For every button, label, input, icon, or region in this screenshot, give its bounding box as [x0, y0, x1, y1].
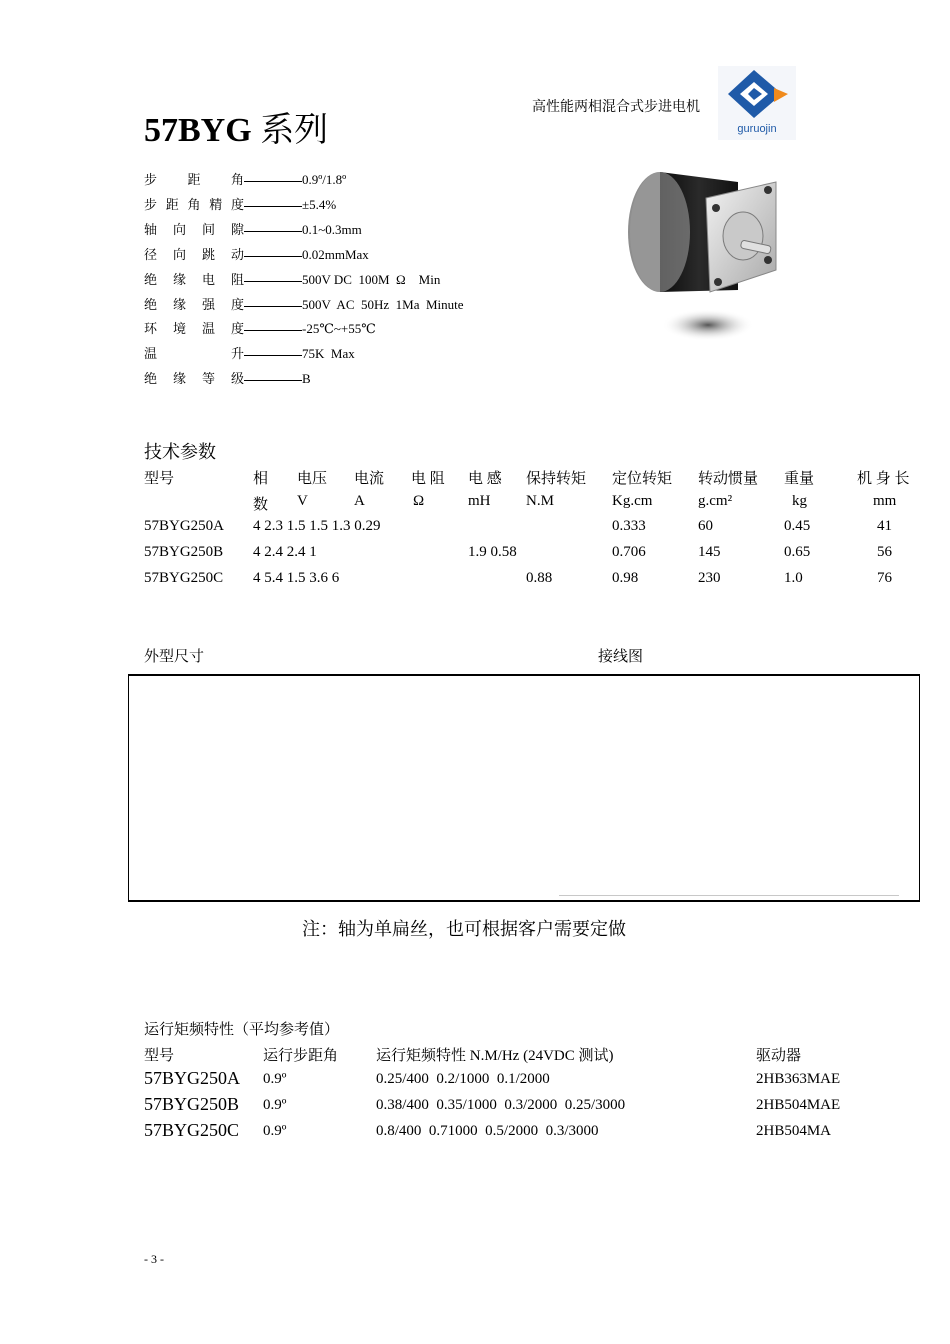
- row-b-weight: 0.65: [784, 544, 811, 560]
- th-phase: 相: [253, 471, 269, 487]
- th-length: 机 身 长: [857, 471, 910, 487]
- th-resistance-unit: Ω: [413, 493, 425, 509]
- row-c-weight: 1.0: [784, 570, 803, 586]
- tech-heading: 技术参数: [144, 442, 216, 462]
- th-model: 型号: [144, 471, 175, 487]
- title-series: 系列: [260, 112, 329, 149]
- th-inductance-unit: mH: [468, 493, 491, 509]
- tq-row-b-driver: 2HB504MAE: [756, 1097, 841, 1113]
- tq-row-c-curve: 0.8/400 0.71000 0.5/2000 0.3/3000: [376, 1123, 599, 1139]
- spec-temp-rise: 温升 75K Max: [144, 346, 355, 361]
- row-a-values: 4 2.3 1.5 1.5 1.3 0.29: [253, 518, 381, 534]
- page-number: - 3 -: [144, 1252, 164, 1266]
- torque-heading: 运行矩频特性（平均参考值）: [144, 1022, 340, 1038]
- dimensions-label: 外型尺寸: [144, 649, 205, 665]
- spec-insulation-class: 绝缘等级 B: [144, 371, 311, 386]
- logo-text: guruojin: [737, 123, 777, 135]
- spec-ambient-temp: 环境温度 -25℃~+55℃: [144, 321, 376, 336]
- th-inductance: 电 感: [468, 471, 502, 487]
- tq-row-b-model: 57BYG250B: [144, 1094, 240, 1114]
- th-voltage: 电压: [297, 471, 328, 487]
- tq-th-curve: 运行矩频特性 N.M/Hz (24VDC 测试): [376, 1048, 614, 1064]
- tq-row-c-driver: 2HB504MA: [756, 1123, 832, 1139]
- title-model: 57BYG: [144, 112, 252, 149]
- row-a-detent: 0.333: [612, 518, 646, 534]
- subtitle: 高性能两相混合式步进电机: [532, 100, 700, 115]
- row-b-values: 4 2.4 2.4 1: [253, 544, 317, 560]
- tq-th-driver: 驱动器: [756, 1048, 802, 1064]
- tq-row-a-model: 57BYG250A: [144, 1068, 241, 1088]
- tq-row-b-step: 0.9º: [263, 1097, 287, 1113]
- th-holding-torque: 保持转矩: [526, 471, 587, 487]
- row-a-weight: 0.45: [784, 518, 811, 534]
- row-c-holding: 0.88: [526, 570, 553, 586]
- row-a-length: 41: [877, 518, 892, 534]
- th-detent-torque: 定位转矩: [612, 471, 673, 487]
- spec-step-accuracy: 步距角精度 ±5.4%: [144, 197, 337, 212]
- tq-row-c-step: 0.9º: [263, 1123, 287, 1139]
- th-current: 电流: [354, 471, 385, 487]
- row-b-values-2: 1.9 0.58: [468, 544, 517, 560]
- tq-row-a-driver: 2HB363MAE: [756, 1071, 841, 1087]
- motor-photo: [618, 160, 798, 350]
- wiring-label: 接线图: [598, 649, 644, 665]
- row-c-values: 4 5.4 1.5 3.6 6: [253, 570, 340, 586]
- tq-row-a-curve: 0.25/400 0.2/1000 0.1/2000: [376, 1071, 550, 1087]
- row-b-model: 57BYG250B: [144, 544, 224, 560]
- th-holding-torque-unit: N.M: [526, 493, 554, 509]
- tq-row-c-model: 57BYG250C: [144, 1120, 240, 1140]
- row-c-inertia: 230: [698, 570, 721, 586]
- row-a-inertia: 60: [698, 518, 713, 534]
- th-length-unit: mm: [873, 493, 897, 509]
- row-c-length: 76: [877, 570, 892, 586]
- drawing-frame: [128, 674, 920, 902]
- tq-row-b-curve: 0.38/400 0.35/1000 0.3/2000 0.25/3000: [376, 1097, 626, 1113]
- logo-icon: [718, 66, 796, 140]
- tq-th-step: 运行步距角: [263, 1048, 339, 1064]
- th-weight-unit: kg: [792, 493, 807, 509]
- th-weight: 重量: [784, 471, 815, 487]
- frame-divider: [559, 895, 899, 896]
- row-b-inertia: 145: [698, 544, 721, 560]
- th-inertia: 转动惯量: [698, 471, 759, 487]
- th-detent-torque-unit: Kg.cm: [612, 493, 653, 509]
- spec-insulation-strength: 绝缘强度 500V AC 50Hz 1Ma Minute: [144, 297, 464, 312]
- shaft-note: 注：轴为单扁丝，也可根据客户需要定做: [302, 919, 626, 939]
- tq-th-model: 型号: [144, 1048, 175, 1064]
- spec-axial-play: 轴向间隙 0.1~0.3mm: [144, 222, 362, 237]
- th-phase-unit: 数: [253, 497, 269, 513]
- spec-step-angle: 步距角 0.9º/1.8º: [144, 172, 347, 187]
- row-b-length: 56: [877, 544, 892, 560]
- row-b-detent: 0.706: [612, 544, 646, 560]
- th-voltage-unit: V: [297, 493, 308, 509]
- row-c-detent: 0.98: [612, 570, 639, 586]
- page-title: [144, 102, 328, 151]
- spec-radial-play: 径向跳动 0.02mmMax: [144, 247, 369, 262]
- tq-row-a-step: 0.9º: [263, 1071, 287, 1087]
- th-resistance: 电 阻: [411, 471, 445, 487]
- th-current-unit: A: [354, 493, 365, 509]
- spec-insulation-resistance: 绝缘电阻 500V DC 100M Ω Min: [144, 272, 441, 287]
- company-logo: [718, 66, 796, 140]
- row-a-model: 57BYG250A: [144, 518, 225, 534]
- th-inertia-unit: g.cm²: [698, 493, 733, 509]
- row-c-model: 57BYG250C: [144, 570, 224, 586]
